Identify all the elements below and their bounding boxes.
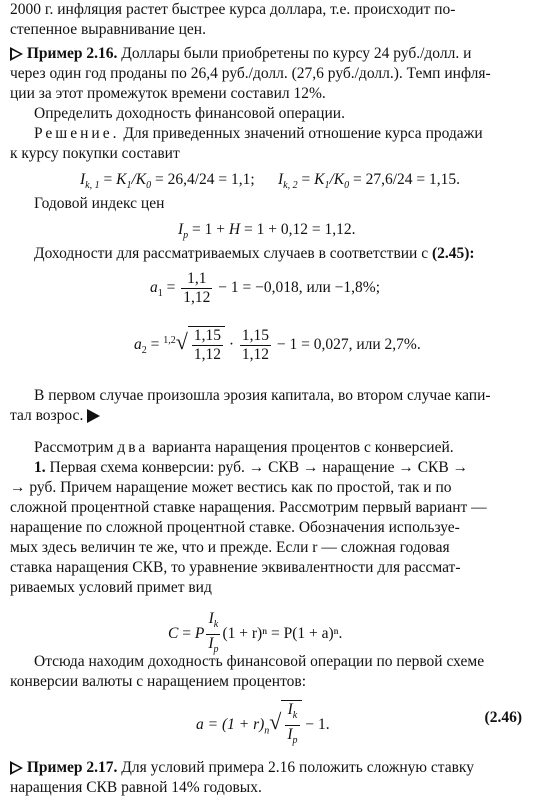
- radical: [281, 700, 301, 750]
- equation-value: 26,4/24 = 1,1;: [167, 171, 255, 188]
- text-span: Первая схема конверсии: руб. → СКВ → наращение → СКВ →: [49, 459, 469, 476]
- equation-value: = 1 + 0,12 = 1,12.: [243, 221, 356, 238]
- equation-value: a = (1 + r): [196, 716, 265, 734]
- income-line: [34, 244, 522, 264]
- equation-number: (2.46): [484, 709, 522, 726]
- text-line: 2000 г. инфляция растет быстрее курса доллара, т.е. происходит по-: [10, 1, 456, 18]
- equation-2-46: $a = (1 + r)_n√$ $\frac{I_k}{I_p}$ − 1.: [196, 700, 330, 750]
- solution-label: Решение.: [34, 125, 120, 142]
- text-line: через один год проданы по 26,4 руб./долл. (27,6 руб./долл.). Темп инфля-: [10, 65, 491, 82]
- equation-reference: (2.45):: [431, 245, 475, 262]
- text-span: Для приведенных значений отношение курса продажи: [123, 125, 483, 142]
- scheme-1-line: [34, 458, 522, 478]
- fraction: $\frac{I_k}{I_p}$: [208, 610, 219, 656]
- fraction: $\frac{I_k}{I_p}$: [287, 701, 298, 747]
- text-line: риваемых условий примет вид: [10, 579, 212, 596]
- text-line: мых здесь величин те же, что и прежде. Если r — сложная годовая: [10, 539, 450, 556]
- radical: [188, 326, 225, 364]
- equation-value: − 1 = 0,027, или 2,7%.: [276, 336, 421, 354]
- denominator: 1,12: [183, 289, 211, 306]
- numerator: 1,15: [193, 327, 221, 344]
- text-span: тал возрос.: [10, 407, 84, 424]
- end-of-example-icon: [87, 409, 100, 423]
- text-line: ции за этот промежуток времени составил 12%.: [10, 85, 326, 102]
- example-2-16-line: [10, 44, 522, 64]
- equation-value: − 1 = −0,018, или −1,8%;: [218, 279, 381, 297]
- example-2-17-line: [10, 758, 522, 778]
- equation-a1: $a_1$ = $\frac{1,1}{1,12}$ − 1 = −0,018, или −1,8%;: [150, 270, 381, 306]
- example-marker-icon: [10, 761, 23, 775]
- text-line: к курсу покупки составит: [10, 145, 180, 162]
- equation-a2: $a_2 = ^{1,2}√$ $\frac{1,15}{1,12}$ · $\frac{1,15}{1,12}$ − 1 = 0,027, или 2,7%.: [134, 327, 421, 363]
- text-line: Отсюда находим доходность финансовой операции по первой схеме: [34, 653, 485, 670]
- equation-ratio: $I_{k, 1} = K_1/K_0 = 26,4/24 = 1,1$; $I_{k, 2} = K_1/K_0 = 27,6/24 = 1,15$.: [80, 171, 461, 192]
- text-span: варианта наращения процентов с конверсией.: [152, 439, 454, 456]
- equation-value: (1 + r)ⁿ = P(1 + a)ⁿ.: [222, 625, 343, 643]
- equation-equivalence: C = P $\frac{I_k}{I_p}$ (1 + r)ⁿ = P(1 + a)ⁿ.: [168, 610, 342, 659]
- example-marker-icon: [10, 47, 23, 61]
- equation-price-index: $I_p = 1 + H = 1 + 0,12 = 1,12$.: [178, 221, 356, 242]
- numerator: 1,1: [181, 270, 212, 289]
- text-line: сложной процентной ставке наращения. Рассмотрим первый вариант —: [10, 499, 487, 516]
- fraction: [192, 327, 223, 364]
- text-span: Доллары были приобретены по курсу 24 руб./долл. и: [121, 45, 472, 62]
- denominator: 1,12: [241, 346, 269, 363]
- example-label: Пример 2.17.: [26, 759, 118, 776]
- text-line: Годовой индекс цен: [34, 195, 165, 212]
- conclusion-line: [10, 406, 522, 426]
- text-span: Рассмотрим: [34, 439, 114, 456]
- fraction: [240, 327, 271, 364]
- text-line: степенное выравнивание цен.: [10, 21, 206, 38]
- item-number: 1.: [34, 459, 46, 476]
- text-line: конверсии валюты с наращением процентов:: [10, 673, 307, 690]
- text-span: Для условий примера 2.16 положить сложную ставку: [121, 759, 474, 776]
- root-index: 1,2: [163, 334, 176, 346]
- fraction: [181, 270, 212, 307]
- solution-line: [34, 124, 522, 144]
- text-span: Доходности для рассматриваемых случаев в соответствии с: [34, 245, 429, 262]
- example-label: Пример 2.16.: [26, 45, 118, 62]
- text-line: наращения СКВ равной 14% годовых.: [10, 779, 262, 796]
- text-line: ставка наращения СКВ, то уравнение эквивалентности для рассмат-: [10, 559, 461, 576]
- equation-value: − 1.: [305, 716, 330, 734]
- spaced-text: два: [117, 439, 149, 456]
- text-line: наращение по сложной процентной ставке. Обозначения используе-: [10, 519, 460, 536]
- text-line: В первом случае произошла эрозия капитала, во втором случае капи-: [34, 387, 491, 404]
- equation-value: 27,6/24 = 1,15.: [365, 171, 461, 188]
- numerator: 1,15: [241, 327, 269, 344]
- text-line: Определить доходность финансовой операции.: [34, 105, 345, 122]
- two-variants-line: [34, 438, 522, 458]
- denominator: 1,12: [193, 346, 221, 363]
- text-line: → руб. Причем наращение может вестись как по простой, так и по: [10, 479, 452, 496]
